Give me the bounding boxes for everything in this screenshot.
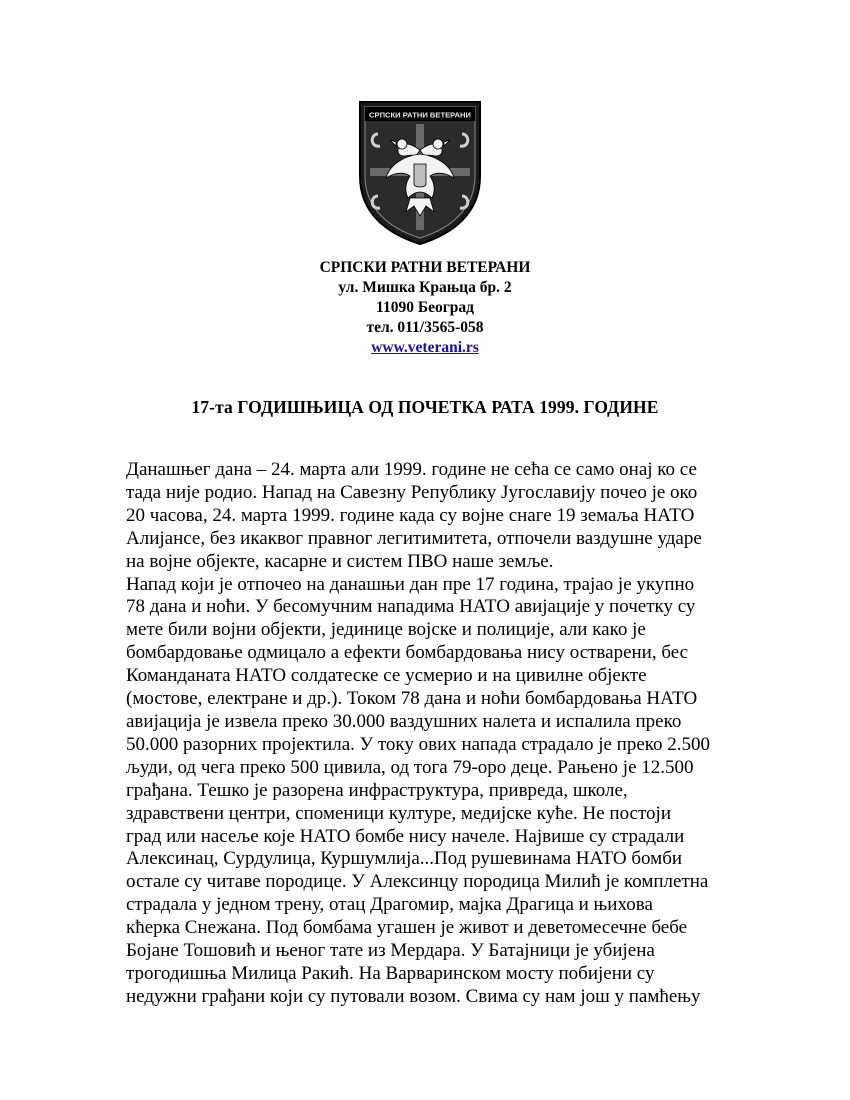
body-line: Бојане Тошовић и њеног тате из Мердара. У Батајници је убијена	[126, 940, 655, 962]
body-line: недужни грађани који су путовали возом. Свима су нам још у памћењу	[126, 985, 701, 1007]
body-line: Напад који је отпочео на данашњи дан пре 17 година, трајао је укупно	[126, 573, 695, 595]
body-line: здравствени центри, споменици културе, медијске куће. Не постоји	[126, 802, 671, 824]
body-line: 20 часова, 24. марта 1999. године када су војне снаге 19 земаља НАТО	[126, 504, 695, 526]
organization-name: СРПСКИ РАТНИ ВЕТЕРАНИ	[319, 259, 531, 276]
organization-street: ул. Мишка Крањца бр. 2	[338, 279, 512, 296]
body-line: Команданата НАТО солдатеске се усмерио и на цивилне објекте	[126, 665, 647, 687]
body-line: трогодишња Милица Ракић. На Варваринском мосту побијени су	[126, 962, 655, 984]
body-line: Алијансе, без икаквог правног легитимитета, отпочели ваздушне ударе	[126, 527, 702, 549]
body-line: Данашњег дана – 24. марта али 1999. године не сећа се само онај ко се	[126, 459, 697, 480]
body-line: град или насеље које НАТО бомбе нису начеле. Највише су страдали	[126, 825, 685, 847]
body-line: мете били војни објекти, јединице војске и полиције, али како је	[126, 619, 646, 641]
body-line: 50.000 разорних пројектила. У току ових напада страдало је преко 2.500	[126, 733, 711, 755]
body-line: људи, од чега преко 500 цивила, од тога 79-оро деце. Рањено је 12.500	[126, 756, 694, 778]
body-line: авијација је извела преко 30.000 ваздушних налета и испалила преко	[126, 710, 682, 732]
organization-city: 11090 Београд	[376, 299, 474, 316]
emblem-inscription: СРПСКИ РАТНИ ВЕТЕРАНИ	[369, 110, 471, 120]
body-line: кћерка Снежана. Под бомбама угашен је живот и деветомесечне бебе	[126, 917, 688, 939]
veterans-emblem	[356, 98, 484, 246]
body-line: грађана. Тешко је разорена инфраструктура, привреда, школе,	[126, 779, 628, 801]
body-line: на војне објекте, касарне и систем ПВО наше земље.	[126, 550, 554, 572]
body-text	[126, 459, 736, 1009]
double-headed-eagle-shield-icon	[356, 98, 484, 246]
website-link[interactable]: www.veterani.rs	[371, 339, 479, 356]
body-line: 78 дана и ноћи. У бесомучним нападима НАТО авијације у почетку су	[126, 596, 696, 618]
body-line: тада није родио. Напад на Савезну Републику Југославију почео је око	[126, 481, 698, 503]
organization-phone: тел. 011/3565-058	[366, 319, 484, 336]
body-line: остале су читаве породице. У Алексинцу породица Милић је комплетна	[126, 871, 709, 893]
organization-header	[0, 258, 850, 358]
body-line: бомбардовање одмицало а ефекти бомбардовања нису остварени, бес	[126, 642, 689, 664]
body-line: страдала у једном трену, отац Драгомир, мајка Драгица и њихова	[126, 894, 653, 916]
body-line: Алексинац, Сурдулица, Куршумлија...Под рушевинама НАТО бомби	[126, 848, 683, 870]
body-line: (мостове, електране и др.). Током 78 дана и ноћи бомбардовања НАТО	[126, 688, 698, 710]
document-title: 17-та ГОДИШЊИЦА ОД ПОЧЕТКА РАТА 1999. ГОДИНЕ	[191, 397, 659, 417]
